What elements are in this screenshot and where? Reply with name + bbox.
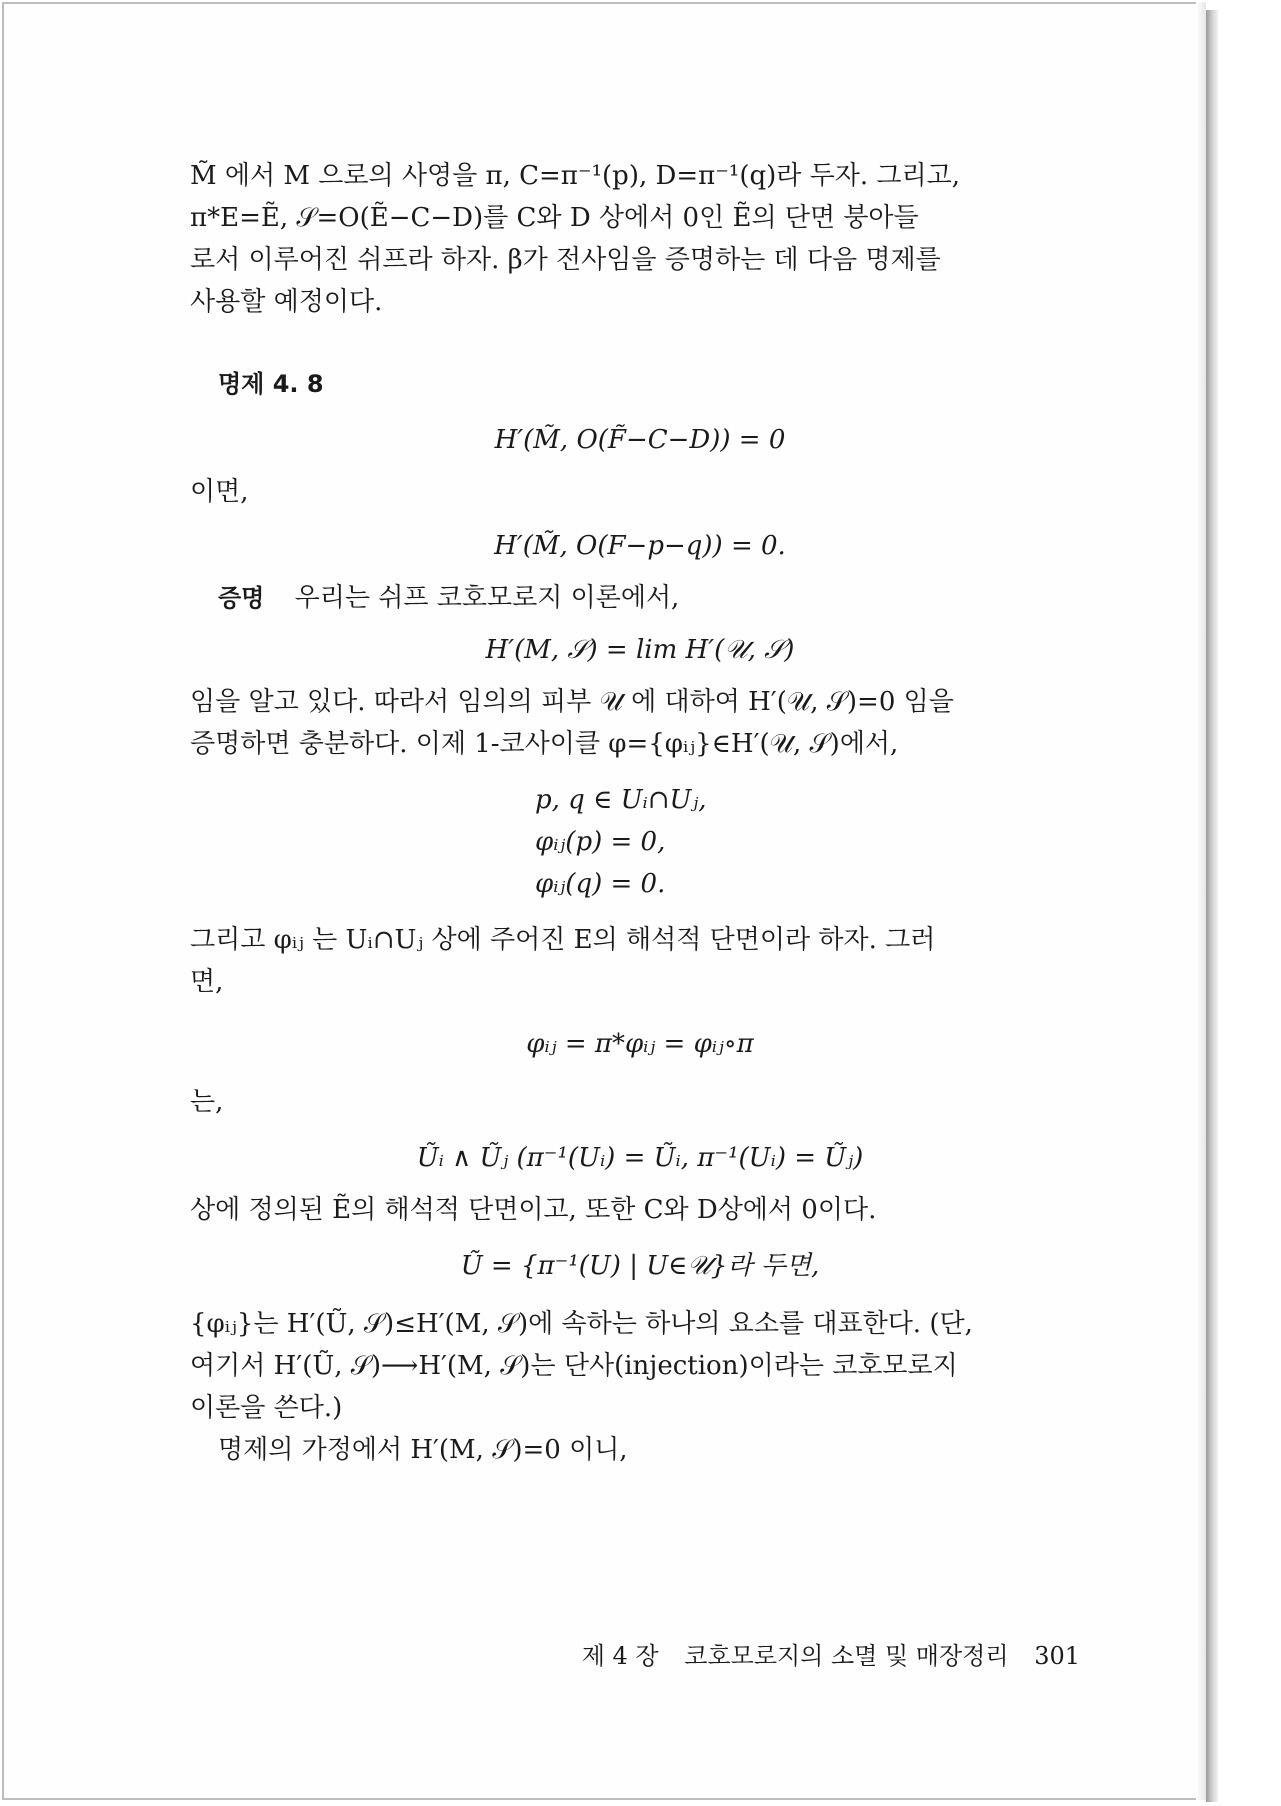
para-2-line-1: 임을 알고 있다. 따라서 임의의 피부 𝒰 에 대하여 H′(𝒰, 𝒮)=0 임을	[190, 687, 954, 717]
para-1-line-4: 사용할 예정이다.	[190, 287, 383, 317]
equation-3: H′(M, 𝒮) = lim H′(𝒰, 𝒮)	[485, 635, 795, 665]
para-5-line-1: {φᵢⱼ}는 H′(Ũ, 𝒮)≤H′(M, 𝒮)에 속하는 하나의 요소를 대표한다. (단,	[190, 1309, 973, 1339]
page-number: 301	[1034, 1642, 1080, 1670]
proof-line	[190, 577, 1090, 619]
para-1-line-1: M̃ 에서 M 으로의 사영을 π, C=π⁻¹(p), D=π⁻¹(q)라 두자. 그리고,	[190, 161, 961, 191]
page-footer	[540, 1636, 1080, 1671]
page-shadow	[1206, 10, 1218, 1802]
page-edge	[1196, 2, 1206, 1800]
para-3-line-2: 면,	[190, 967, 224, 997]
equation-5: Ũᵢ ∧ Ũⱼ (π⁻¹(Uᵢ) = Ũᵢ, π⁻¹(Uᵢ) = Ũⱼ)	[416, 1143, 864, 1173]
para-3-line-1: 그리고 φᵢⱼ 는 Uᵢ∩Uⱼ 상에 주어진 E의 해석적 단면이라 하자. 그러	[190, 925, 936, 955]
proof-text: 우리는 쉬프 코호모로지 이론에서,	[294, 583, 680, 613]
condition-1: p, q ∈ Uᵢ∩Uⱼ,	[535, 785, 707, 815]
para-2-line-2: 증명하면 충분하다. 이제 1-코사이클 φ={φᵢⱼ}∈H′(𝒰, 𝒮)에서,	[190, 729, 899, 759]
then-text: 이면,	[190, 477, 249, 507]
equation-2: H′(M̃, O(F−p−q)) = 0.	[494, 531, 786, 561]
condition-3: φᵢⱼ(q) = 0.	[535, 869, 666, 899]
proposition-heading: 명제 4. 8	[218, 370, 324, 398]
para-5-line-3: 이론을 쓴다.)	[190, 1393, 343, 1423]
para-6: 명제의 가정에서 H′(M, 𝒮)=0 이니,	[218, 1435, 628, 1465]
para-4: 상에 정의된 Ẽ의 해석적 단면이고, 또한 C와 D상에서 0이다.	[190, 1195, 877, 1225]
para-5-line-2: 여기서 H′(Ũ, 𝒮)⟶H′(M, 𝒮)는 단사(injection)이라는 코호모로지	[190, 1351, 958, 1381]
page-body	[190, 155, 1090, 1471]
footer-title: 코호모로지의 소멸 및 매장정리	[684, 1642, 1009, 1670]
para-1-line-2: π*E=Ẽ, 𝒮=O(Ẽ−C−D)를 C와 D 상에서 0인 Ẽ의 단면 붕아들	[190, 203, 919, 233]
para-1-line-3: 로서 이루어진 쉬프라 하자. β가 전사임을 증명하는 데 다음 명제를	[190, 245, 941, 275]
equation-1: H′(M̃, O(F̃−C−D)) = 0	[494, 425, 786, 455]
proof-label: 증명	[218, 584, 265, 612]
equation-4: φᵢⱼ = π*φᵢⱼ = φᵢⱼ∘π	[526, 1029, 754, 1059]
equation-6: Ũ = {π⁻¹(U) | U∈𝒰}라 두면,	[460, 1251, 820, 1281]
condition-2: φᵢⱼ(p) = 0,	[535, 827, 666, 857]
neun-text: 는,	[190, 1087, 224, 1117]
footer-chapter: 제 4 장	[581, 1642, 659, 1670]
